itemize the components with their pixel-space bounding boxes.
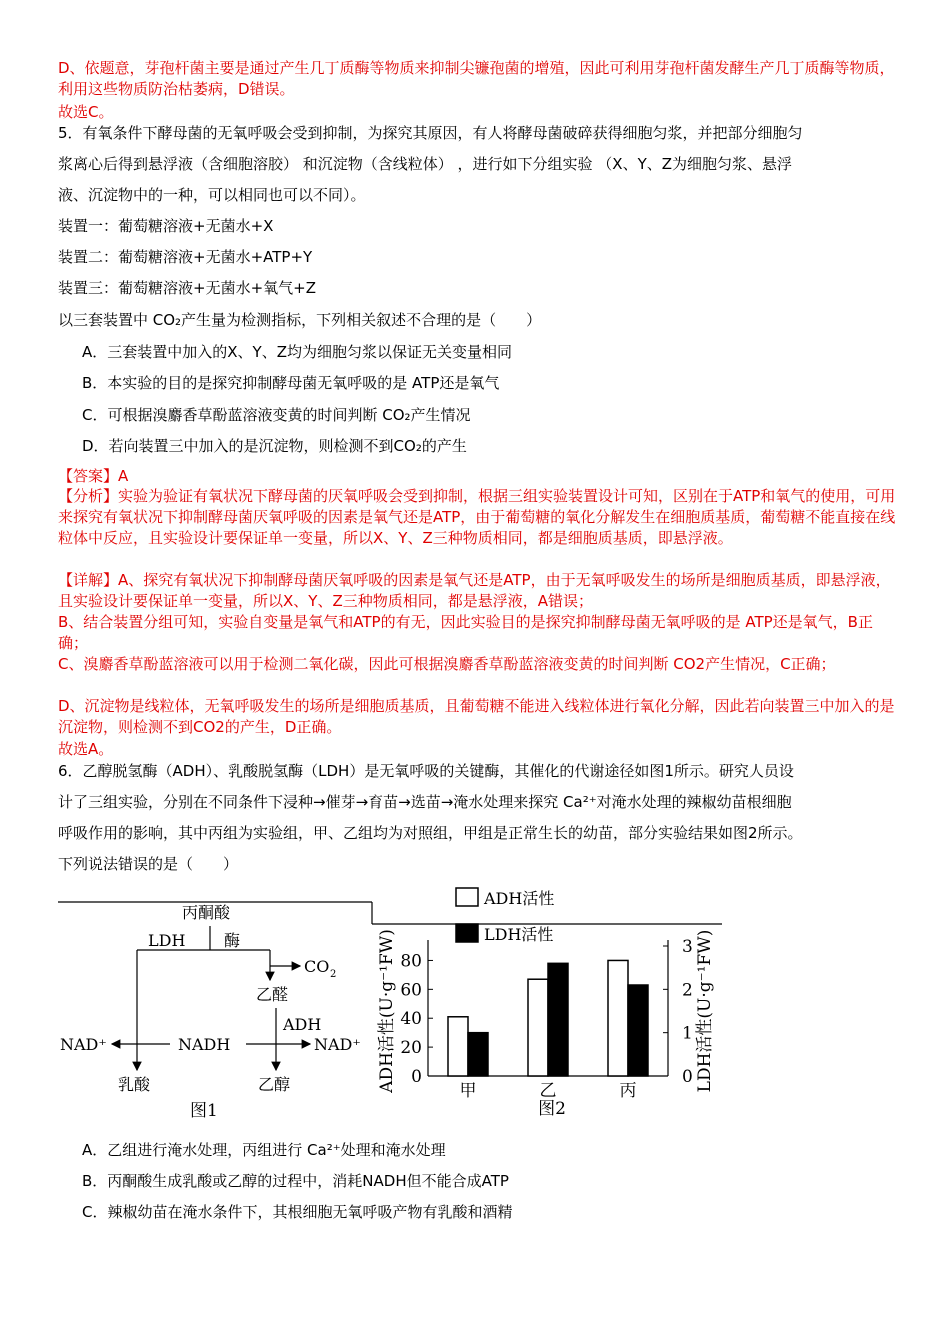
- category-label: 甲: [459, 1081, 477, 1101]
- fig1-acetaldehyde: 乙醛: [256, 985, 289, 1004]
- fig1-pyruvate: 丙酮酸: [182, 903, 231, 922]
- q5-option-d: D．若向装置三中加入的是沉淀物，则检测不到CO₂的产生: [82, 437, 467, 455]
- q5-device-2: 装置二：葡萄糖溶液+无菌水+ATP+Y: [58, 248, 313, 266]
- right-tick-label: 0: [682, 1067, 693, 1087]
- q5-conclusion: 故选A。: [58, 740, 114, 758]
- q6-option-c: C．辣椒幼苗在淹水条件下，其根细胞无氧呼吸产物有乳酸和酒精: [82, 1203, 513, 1221]
- q5-detail-d: D、沉淀物是线粒体，无氧呼吸发生的场所是细胞质基质，且葡萄糖不能进入线粒体进行氧化分解，因此若向装置三中加入的是沉淀物，则检测不到CO2的产生，D正确。: [58, 697, 895, 736]
- q5-option-a: A．三套装置中加入的X、Y、Z均为细胞匀浆以保证无关变量相同: [82, 343, 512, 361]
- q5-device-1: 装置一：葡萄糖溶液+无菌水+X: [58, 217, 274, 235]
- q5-stem-line-2: 浆离心后得到悬浮液（含细胞溶胶） 和沉淀物（含线粒体） ，进行如下分组实验 （X、Y、Z为细胞匀浆、悬浮: [58, 155, 793, 173]
- q6-stem-line-4: 下列说法错误的是（ ）: [58, 855, 239, 873]
- bar-adh-甲: [448, 1017, 468, 1076]
- prev-option-d: D、依题意，芽孢杆菌主要是通过产生几丁质酶等物质来抑制尖镰孢菌的增殖，因此可利用芽孢杆菌发酵生产几丁质酶等物质，利用这些物质防治枯萎病，D错误。: [58, 59, 895, 98]
- q5-answer: 【答案】A: [58, 467, 129, 485]
- bar-ldh-丙: [628, 985, 648, 1076]
- q5-option-c: C．可根据溴麝香草酚蓝溶液变黄的时间判断 CO₂产生情况: [82, 406, 471, 424]
- right-axis-title: LDH活性(U·g⁻¹FW): [695, 929, 715, 1093]
- right-tick-label: 1: [682, 1023, 693, 1044]
- fig1-ethanol: 乙醇: [258, 1075, 291, 1094]
- q5-question: 以三套装置中 CO₂产生量为检测指标，下列相关叙述不合理的是（ ）: [58, 311, 542, 329]
- q5-stem-line-1: 5．有氧条件下酵母菌的无氧呼吸会受到抑制，为探究其原因，有人将酵母菌破碎获得细胞匀浆，并把部分细胞匀: [58, 124, 803, 142]
- fig1-adh: ADH: [283, 1015, 322, 1034]
- legend-label-adh: ADH活性: [484, 889, 555, 908]
- bar-adh-丙: [608, 960, 628, 1076]
- left-tick-label: 60: [400, 980, 422, 1001]
- legend-swatch-adh: [456, 888, 478, 906]
- right-tick-label: 2: [682, 980, 693, 1001]
- q5-detail-c: C、溴麝香草酚蓝溶液可以用于检测二氧化碳，因此可根据溴麝香草酚蓝溶液变黄的时间判断 CO2产生情况，C正确；: [58, 655, 836, 673]
- q5-detail-b: B、结合装置分组可知，实验自变量是氧气和ATP的有无，因此实验目的是探究抑制酵母菌无氧呼吸的是 ATP还是氧气，B正确；: [58, 613, 873, 652]
- fig1-caption: 图1: [190, 1101, 218, 1121]
- fig1-enzyme: 酶: [224, 931, 241, 950]
- left-tick-label: 0: [411, 1067, 422, 1087]
- q5-option-b: B．本实验的目的是探究抑制酵母菌无氧呼吸的是 ATP还是氧气: [82, 374, 500, 392]
- fig1-co2: CO: [304, 957, 330, 976]
- fig1-lactate: 乳酸: [118, 1075, 151, 1094]
- left-tick-label: 40: [400, 1009, 422, 1030]
- bar-ldh-乙: [548, 963, 568, 1076]
- q6-stem-line-2: 计了三组实验，分别在不同条件下浸种→催芽→育苗→选苗→淹水处理来探究 Ca²⁺对淹水处理的辣椒幼苗根细胞: [58, 793, 792, 811]
- left-tick-label: 80: [400, 951, 422, 972]
- q5-analysis: 【分析】实验为验证有氧状况下酵母菌的厌氧呼吸会受到抑制，根据三组实验装置设计可知，区别在于ATP和氧气的使用，可用来探究有氧状况下抑制酵母菌厌氧呼吸的因素是氧气还是ATP，由于葡萄糖的氧化分解发生在细胞质基质，葡萄糖不能直接在线粒体中反应，且实验设计要保证单一变量，所以X、Y、Z三种物质相同，都是细胞质基质，即悬浮液。: [58, 487, 896, 547]
- fig1-nad-left: NAD⁺: [60, 1035, 107, 1054]
- q5-stem-line-3: 液、沉淀物中的一种，可以相同也可以不同）。: [58, 186, 366, 204]
- q5-detail-a: 【详解】A、探究有氧状况下抑制酵母菌厌氧呼吸的因素是氧气还是ATP，由于无氧呼吸发生的场所是细胞质基质，即悬浮液，且实验设计要保证单一变量，所以X、Y、Z三种物质相同，都是悬浮液，A错误；: [58, 571, 891, 610]
- bar-adh-乙: [528, 979, 548, 1076]
- fig1-ldh: LDH: [148, 931, 186, 950]
- legend-swatch-ldh: [456, 924, 478, 942]
- left-axis-title: ADH活性(U·g⁻¹FW): [377, 929, 397, 1093]
- figure-2-caption: 图2: [538, 1099, 566, 1119]
- left-tick-label: 20: [400, 1038, 422, 1059]
- q6-option-b: B．丙酮酸生成乳酸或乙醇的过程中，消耗NADH但不能合成ATP: [82, 1172, 509, 1190]
- q6-stem-line-3: 呼吸作用的影响，其中丙组为实验组，甲、乙组均为对照组，甲组是正常生长的幼苗，部分实验结果如图2所示。: [58, 824, 803, 842]
- fig1-co2-sub: 2: [330, 969, 337, 980]
- q6-stem-line-1: 6．乙醇脱氢酶（ADH）、乳酸脱氢酶（LDH）是无氧呼吸的关键酶，其催化的代谢途径如图1所示。研究人员设: [58, 762, 794, 780]
- right-tick-label: 3: [682, 937, 693, 957]
- fig1-nad-right: NAD⁺: [314, 1035, 361, 1054]
- fig1-nadh: NADH: [178, 1035, 231, 1054]
- category-label: 丙: [619, 1081, 637, 1101]
- prev-conclusion: 故选C。: [58, 103, 114, 121]
- q6-option-a: A．乙组进行淹水处理，丙组进行 Ca²⁺处理和淹水处理: [82, 1141, 446, 1159]
- bar-ldh-甲: [468, 1033, 488, 1076]
- legend-label-ldh: LDH活性: [484, 925, 554, 944]
- q5-device-3: 装置三：葡萄糖溶液+无菌水+氧气+Z: [58, 279, 316, 297]
- category-label: 乙: [539, 1081, 557, 1101]
